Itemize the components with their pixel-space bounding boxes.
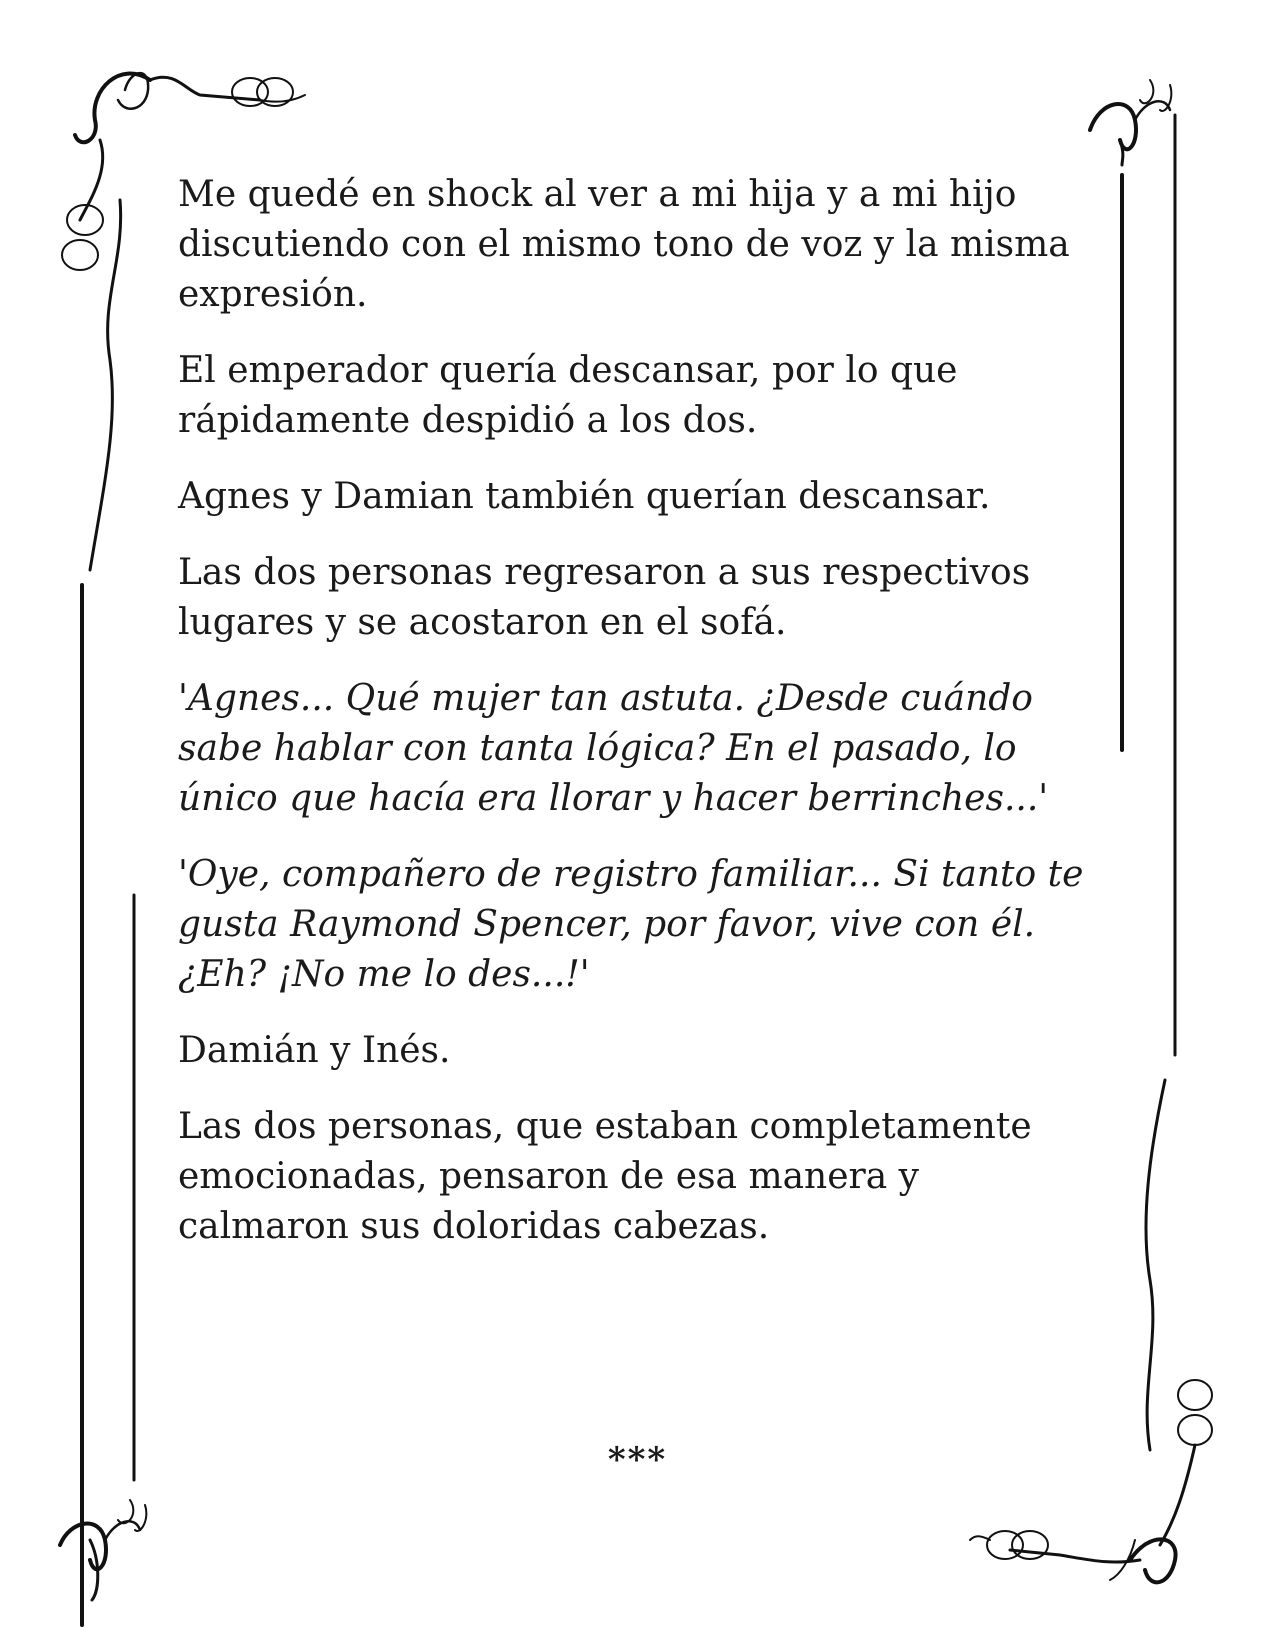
paragraph: Agnes y Damian también querían descansar. (178, 476, 991, 517)
inner-thought-paragraph: 'Agnes... Qué mujer tan astuta. ¿Desde cuándo sabe hablar con tanta lógica? En el pasado, lo único que hacía era llorar y hacer berrinches...' (178, 678, 1049, 819)
paragraph: Me quedé en shock al ver a mi hija y a mi hijo discutiendo con el mismo tono de voz y la misma expresión. (178, 174, 1070, 315)
paragraph: Damián y Inés. (178, 1030, 451, 1071)
paragraph: Las dos personas regresaron a sus respectivos lugares y se acostaron en el sofá. (178, 552, 1031, 643)
bottom-left-flourish (60, 1500, 146, 1600)
body-text (178, 170, 1098, 1278)
paragraph: Las dos personas, que estaban completamente emocionadas, pensaron de esa manera y calmaron sus doloridas cabezas. (178, 1106, 1032, 1247)
top-right-flourish (1090, 80, 1175, 1055)
scene-separator: *** (607, 1440, 668, 1480)
inner-thought-paragraph: 'Oye, compañero de registro familiar... Si tanto te gusta Raymond Spencer, por favor, vive con él. ¿Eh? ¡No me lo des...!' (178, 854, 1084, 995)
paragraph: El emperador quería descansar, por lo que rápidamente despidió a los dos. (178, 350, 958, 441)
